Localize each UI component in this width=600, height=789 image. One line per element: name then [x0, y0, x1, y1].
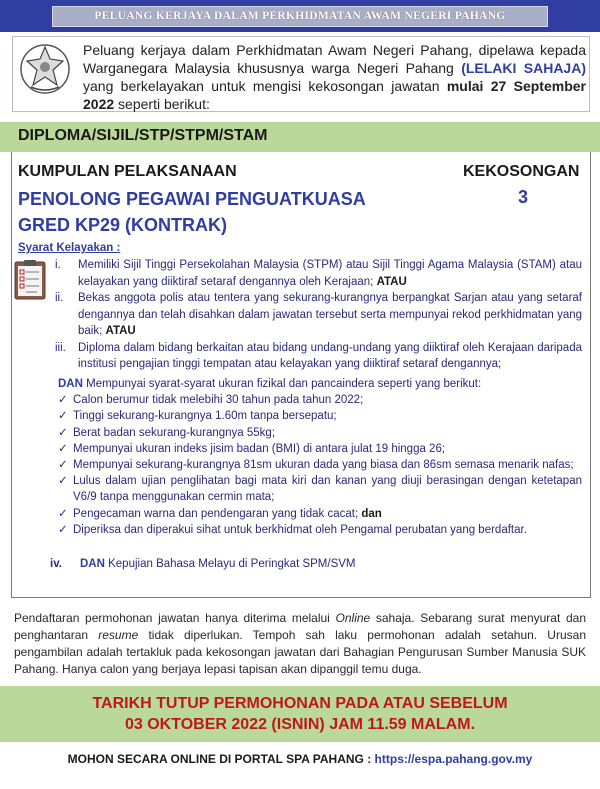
list-item: ✓ Pengecaman warna dan pendengaran yang tidak cacat; dan	[58, 506, 582, 522]
list-item: ✓ Tinggi sekurang-kurangnya 1.60m tanpa bersepatu;	[58, 408, 582, 424]
vacancy-count: 3	[518, 187, 529, 207]
check-mark-icon: ✓	[58, 475, 68, 488]
check-mark-icon: ✓	[58, 426, 68, 439]
top-banner	[0, 0, 600, 32]
check-mark-icon: ✓	[58, 523, 68, 536]
check-mark-icon: ✓	[58, 410, 68, 423]
intro-box	[12, 36, 590, 112]
list-item: iii. Diploma dalam bidang berkaitan atau bidang undang-undang yang diiktiraf oleh Kerajaan daripada institusi pengajian tinggi tempatan atau kelayakan yang diiktiraf setaraf dengannya;	[55, 341, 582, 370]
check-mark-icon: ✓	[58, 394, 68, 407]
portal-label: MOHON SECARA ONLINE DI PORTAL SPA PAHANG :	[67, 752, 375, 766]
clipboard-checklist-icon	[13, 258, 47, 300]
list-item: i. Memiliki Sijil Tinggi Persekolahan Malaysia (STPM) atau Sijil Tinggi Agama Malaysia (STAM) atau kelayakan yang diiktiraf setaraf dengannya oleh Kerajaan; ATAU	[55, 259, 582, 288]
intro-date: mulai 27 September 2022	[83, 78, 586, 112]
list-item: ✓ Diperiksa dan diperakui sihat untuk berkhidmat oleh Pengamal perubatan yang berdaftar.	[58, 522, 582, 538]
position-title	[18, 186, 458, 238]
position-line-2: GRED KP29 (KONTRAK)	[18, 215, 228, 235]
category-title: DIPLOMA/SIJIL/STP/STPM/STAM	[18, 127, 268, 144]
physical-intro: DAN Mempunyai syarat-syarat ukuran fizikal dan pancaindera seperti yang berikut:	[58, 378, 482, 390]
requirements-title: Syarat Kelayakan :	[18, 242, 121, 254]
portal-link[interactable]: https://espa.pahang.gov.my	[374, 752, 533, 766]
intro-highlight: (LELAKI SAHAJA)	[461, 60, 586, 76]
check-mark-icon: ✓	[58, 507, 68, 520]
qualification-list	[52, 257, 582, 373]
banner-title: PELUANG KERJAYA DALAM PERKHIDMATAN AWAM NEGERI PAHANG	[52, 6, 548, 27]
item-iv: iv. DAN Kepujian Bahasa Melayu di Peringkat SPM/SVM	[50, 558, 356, 570]
list-item: ✓ Mempunyai sekurang-kurangnya 81sm ukuran dada yang biasa dan 86sm semasa menarik nafas;	[58, 457, 582, 473]
closing-date-bar	[0, 686, 600, 742]
pahang-crest-icon	[17, 41, 73, 97]
list-item: ✓ Berat badan sekurang-kurangnya 55kg;	[58, 425, 582, 441]
portal-line	[0, 752, 600, 766]
closing-line-1: TARIKH TUTUP PERMOHONAN PADA ATAU SEBELUM	[92, 695, 508, 712]
vacancy-label: KEKOSONGAN	[463, 163, 580, 180]
check-mark-icon: ✓	[58, 442, 68, 455]
list-item: ✓ Lulus dalam ujian penglihatan bagi mata kiri dan kanan yang diuji berasingan dengan ketetapan V6/9 tanpa menggunakan cermin mata;	[58, 475, 582, 504]
application-notes: Pendaftaran permohonan jawatan hanya diterima melalui Online sahaja. Sebarang surat menyurat dan penghantaran resume tidak diperlukan. Tempoh sah laku permohonan adalah setahun. Urusan pengambilan adalah tertakluk pada kekosongan jawatan dari Bahagian Pengurusan Sumber Manusia SUK Pahang. Hanya calon yang berjaya lepasi tapisan akan dipanggil temu duga.	[14, 611, 586, 676]
list-item: ✓ Mempunyai ukuran indeks jisim badan (BMI) di antara julat 19 hingga 26;	[58, 441, 582, 457]
list-item: ii. Bekas anggota polis atau tentera yang sekurang-kurangnya berpangkat Sarjan atau yang setaraf dengannya dan telah disahkan dalam jawatan tersebut serta mempunyai rekod perkhidmatan yang baik; ATAU	[55, 292, 582, 337]
closing-line-2: 03 OKTOBER 2022 (ISNIN) JAM 11.59 MALAM.	[124, 716, 476, 733]
group-label: KUMPULAN PELAKSANAAN	[18, 163, 237, 180]
check-mark-icon: ✓	[58, 459, 68, 472]
intro-text: Peluang kerjaya dalam Perkhidmatan Awam Negeri Pahang, dipelawa kepada Warganegara Malaysia khususnya warga Negeri Pahang (LELAKI SAHAJA) yang berkelayakan untuk mengisi kekosongan jawatan mulai 27 September 2022 seperti berikut:	[83, 42, 586, 112]
list-item: ✓ Calon berumur tidak melebihi 30 tahun pada tahun 2022;	[58, 392, 582, 408]
category-bar	[0, 122, 600, 152]
position-line-1: PENOLONG PEGAWAI PENGUATKUASA	[18, 189, 366, 209]
physical-requirements	[58, 376, 582, 538]
